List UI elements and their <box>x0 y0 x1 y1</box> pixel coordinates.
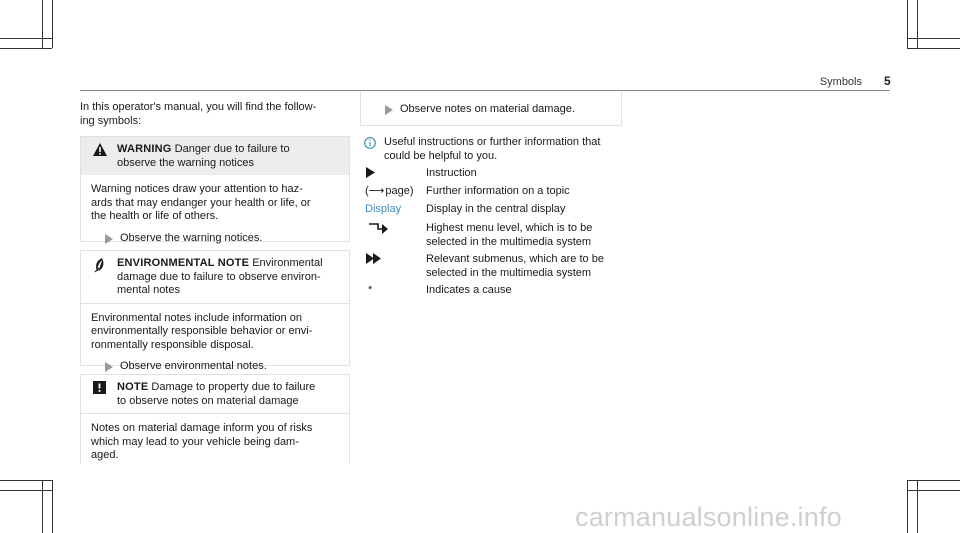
page-reference-paren: ( <box>365 185 369 197</box>
instruction-arrow-icon <box>366 167 375 183</box>
warning-title: WARNING <box>117 143 172 155</box>
note-exclamation-icon <box>93 381 106 399</box>
warning-body <box>81 175 349 228</box>
submenu-line: Relevant submenus, which are to be <box>426 253 604 265</box>
note-head-text: Damage to property due to failure <box>151 381 316 393</box>
warning-triangle-icon <box>93 143 107 161</box>
intro-line: ing symbols: <box>80 114 142 127</box>
watermark: carmanualsonline.info <box>575 502 842 532</box>
warning-box <box>80 136 350 242</box>
environment-body <box>81 304 349 357</box>
note-body-line: aged. <box>91 449 119 461</box>
environment-box <box>80 250 350 372</box>
useful-info-text <box>384 136 624 163</box>
menu-arrow-icon <box>368 222 388 239</box>
note-action <box>361 92 621 125</box>
page-reference-text: Further information on a topic <box>426 185 570 197</box>
intro-text <box>80 101 350 128</box>
header-divider <box>80 90 890 91</box>
useful-info-line: Useful instructions or further information that <box>384 136 601 148</box>
page-number: 5 <box>884 74 891 88</box>
environment-action-text: Observe environmental notes. <box>120 360 267 372</box>
page-reference-key <box>365 185 414 199</box>
action-triangle-icon <box>105 234 113 249</box>
warning-body-line: Warning notices draw your attention to haz- <box>91 183 303 195</box>
environment-head-text: damage due to failure to observe environ- <box>117 270 321 283</box>
display-key: Display <box>365 203 402 215</box>
environment-body-line: Environmental notes include information on <box>91 311 302 324</box>
environment-leaf-icon <box>93 257 107 278</box>
section-title: Symbols <box>819 76 862 88</box>
page-reference-word: page) <box>385 185 414 197</box>
submenu-text <box>426 253 626 280</box>
action-triangle-icon <box>385 105 393 120</box>
warning-box-header <box>81 137 349 175</box>
cross-reference-arrow-icon: ⟶ <box>368 185 385 197</box>
warning-body-line: the health or life of others. <box>91 210 219 222</box>
note-body-line: Notes on material damage inform you of risks <box>91 422 313 434</box>
note-action-text: Observe notes on material damage. <box>400 103 575 115</box>
environment-box-header <box>81 251 349 303</box>
note-body <box>81 414 349 467</box>
intro-line: In this operator's manual, you will find the follow- <box>80 101 317 113</box>
asterisk-key: * <box>368 284 373 296</box>
double-arrow-icon <box>366 253 382 269</box>
note-title: NOTE <box>117 381 149 393</box>
environment-body-line: ronmentally responsible disposal. <box>91 338 254 351</box>
useful-info-line: could be helpful to you. <box>384 149 498 162</box>
info-circle-icon <box>364 137 376 154</box>
display-text: Display in the central display <box>426 203 566 215</box>
environment-body-line: environmentally responsible behavior or envi- <box>91 325 313 337</box>
note-head-text: to observe notes on material damage <box>117 394 299 407</box>
note-box-header <box>81 375 349 413</box>
instruction-text: Instruction <box>426 167 477 179</box>
note-box <box>80 374 350 464</box>
menu-level-line: Highest menu level, which is to be <box>426 222 593 234</box>
warning-head-text: observe the warning notices <box>117 156 254 169</box>
submenu-line: selected in the multimedia system <box>426 266 592 279</box>
environment-title: ENVIRONMENTAL NOTE <box>117 257 250 269</box>
warning-action-text: Observe the warning notices. <box>120 231 263 244</box>
note-body-line: which may lead to your vehicle being dam- <box>91 435 299 448</box>
environment-head-text: Environmental <box>252 257 323 269</box>
warning-body-line: ards that may endanger your health or life, or <box>91 196 311 209</box>
warning-head-text: Danger due to failure to <box>174 143 290 155</box>
note-box-continued <box>360 92 622 126</box>
environment-head-text: mental notes <box>117 284 180 296</box>
menu-level-text <box>426 222 626 249</box>
asterisk-text: Indicates a cause <box>426 284 512 296</box>
menu-level-line: selected in the multimedia system <box>426 235 592 248</box>
